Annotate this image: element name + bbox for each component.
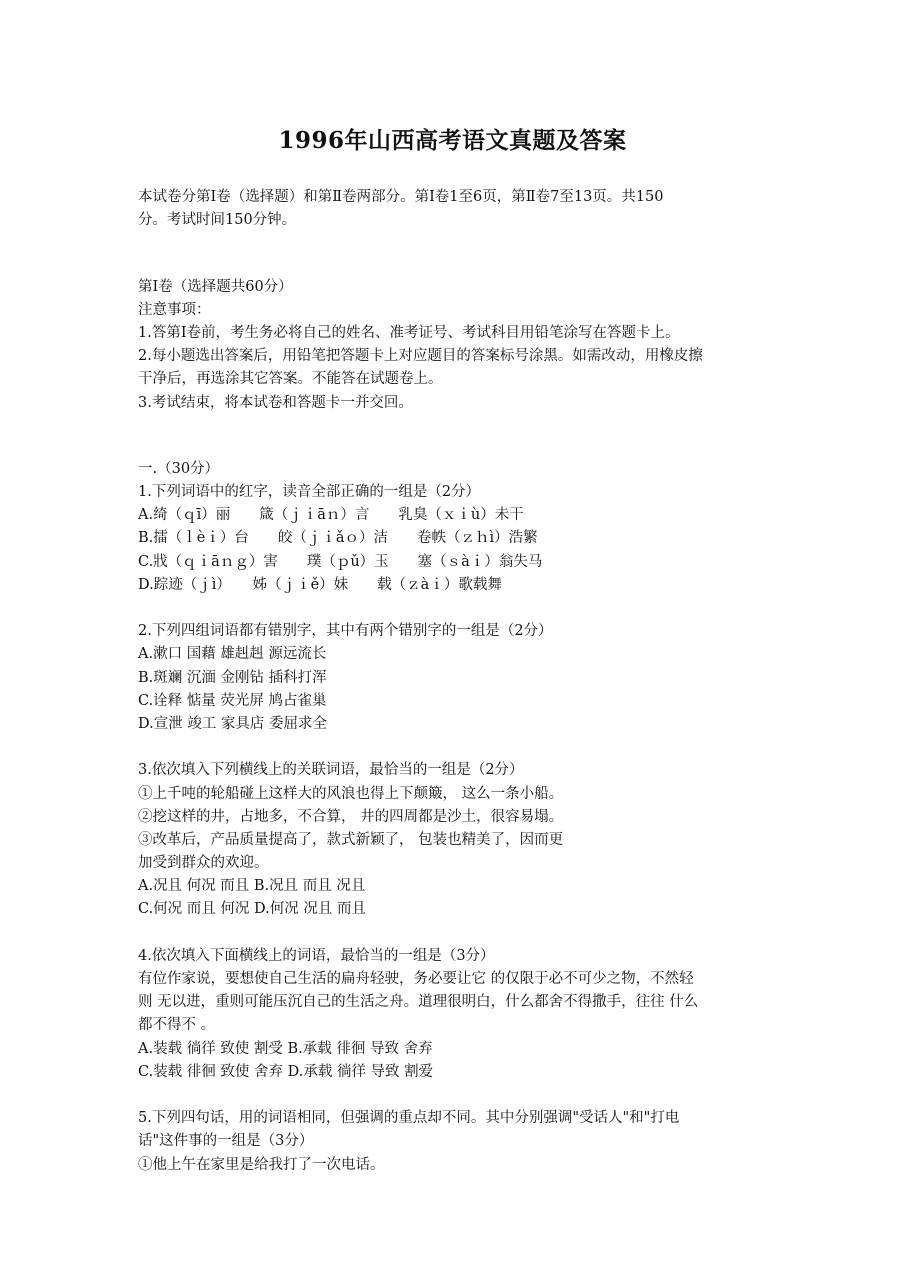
intro-line: 本试卷分第Ⅰ卷（选择题）和第Ⅱ卷两部分。第Ⅰ卷1至6页，第Ⅱ卷7至13页。共150: [138, 189, 664, 205]
spacer: [138, 232, 778, 255]
spacer: [138, 415, 778, 438]
spacer: [138, 256, 778, 276]
q3-line: 加受到群众的欢迎。: [138, 855, 269, 872]
q3-stem: 3.依次填入下列横线上的关联词语，最恰当的一组是（2分）: [138, 762, 524, 779]
q4-stem: 4.依次填入下面横线上的词语，最恰当的一组是（3分）: [138, 947, 495, 964]
intro-line: 分。考试时间150分钟。: [138, 212, 297, 229]
spacer: [138, 1084, 778, 1107]
q1-option: D.踪迹（ｊì） 姊（ｊｉě）妹 载（ｚàｉ）歌载舞: [138, 576, 502, 593]
q1-stem: 1.下列词语中的红字，读音全部正确的一组是（2分）: [138, 484, 481, 501]
document-title: 1996年山西高考语文真题及答案: [278, 127, 627, 154]
section1-heading: 一.（30分）: [138, 460, 220, 477]
q4-option: C.装载 徘徊 致使 舍弃 D.承载 徜徉 导致 割爱: [138, 1063, 434, 1080]
q3-line: ①上千吨的轮船碰上这样大的风浪也得上下颠簸， 这么一条小船。: [138, 785, 564, 802]
q4-line: 有位作家说，要想使自己生活的扁舟轻驶，务必要让它 的仅限于必不可少之物，不然轻: [138, 971, 694, 987]
q2-option: B.斑斓 沉湎 金刚钻 插科打浑: [138, 669, 327, 686]
q5-stem: 5.下列四句话，用的词语相同，但强调的重点却不同。其中分别强调"受话人"和"打电: [138, 1110, 680, 1127]
note-line: 2.每小题选出答案后，用铅笔把答题卡上对应题目的答案标号涂黑。如需改动，用橡皮擦: [138, 348, 703, 365]
q5-line: ①他上午在家里是给我打了一次电话。: [138, 1156, 385, 1173]
q1-option: B.擂（ｌèｉ）台 皎（ｊｉǎｏ）洁 卷帙（ｚｈì）浩繁: [138, 530, 538, 547]
q2-stem: 2.下列四组词语都有错别字，其中有两个错别字的一组是（2分）: [138, 623, 553, 640]
q3-option: C.何况 而且 何况 D.何况 况且 而且: [138, 901, 366, 918]
q2-option: D.宣泄 竣工 家具店 委屈求全: [138, 715, 328, 732]
note-line: 1.答第Ⅰ卷前，考生务必将自己的姓名、准考证号、考试科目用铅笔涂写在答题卡上。: [138, 324, 680, 341]
spacer: [138, 597, 778, 620]
spacer: [138, 438, 778, 458]
spacer: [138, 922, 778, 945]
q4-line: 则 无以进，重则可能压沉自己的生活之舟。道理很明白，什么都舍不得撒手，往往 什么: [138, 994, 699, 1011]
spacer: [138, 736, 778, 759]
q3-option: A.况且 何况 而且 B.况且 而且 况且: [138, 878, 366, 895]
q1-option: C.戕（ｑｉāｎｇ）害 璞（ｐǔ）玉 塞（ｓàｉ）翁失马: [138, 553, 543, 570]
q3-line: ②挖这样的井，占地多，不合算， 井的四周都是沙土，很容易塌。: [138, 808, 564, 825]
q3-line: ③改革后，产品质量提高了，款式新颖了， 包装也精美了，因而更: [138, 831, 564, 848]
q2-option: C.诠释 惦量 荧光屏 鸠占雀巢: [138, 692, 327, 709]
notes-heading: 注意事项：: [138, 301, 211, 318]
document-body: [138, 186, 778, 1177]
q4-option: A.装载 徜徉 致使 割受 B.承载 徘徊 导致 舍弃: [138, 1040, 433, 1057]
part1-heading: 第Ⅰ卷（选择题共60分）: [138, 278, 293, 295]
note-line: 干净后，再选涂其它答案。不能答在试题卷上。: [138, 371, 443, 388]
q1-option: A.绮（ｑī）丽 箴（ｊｉāｎ）言 乳臭（ｘｉù）未干: [138, 507, 524, 524]
q4-line: 都不得不 。: [138, 1017, 216, 1034]
note-line: 3.考试结束，将本试卷和答题卡一并交回。: [138, 394, 413, 411]
q2-option: A.漱口 国藉 雄赳赳 源远流长: [138, 646, 327, 663]
q5-stem: 话"这件事的一组是（3分）: [138, 1133, 314, 1150]
